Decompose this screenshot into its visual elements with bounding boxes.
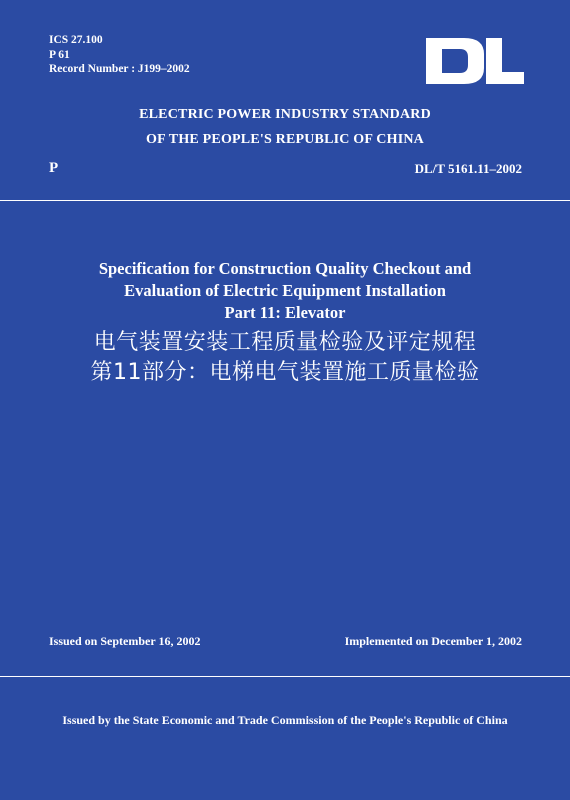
title-cn-line-1: 电气装置安装工程质量检验及评定规程 (93, 330, 477, 355)
issuing-organization (0, 102, 570, 152)
title-en-line-2: Evaluation of Electric Equipment Installation (124, 281, 446, 300)
header-meta (49, 33, 190, 77)
p-code: P 61 (49, 48, 70, 61)
title-en-line-3: Part 11: Elevator (224, 303, 346, 322)
category-code: P (49, 160, 59, 176)
issuing-authority: Issued by the State Economic and Trade Commission of the People's Republic of China (62, 713, 508, 727)
bottom-divider (0, 676, 570, 677)
organization-line-2: OF THE PEOPLE'S REPUBLIC OF CHINA (146, 132, 424, 147)
top-divider (0, 200, 570, 201)
implemented-date: Implemented on December 1, 2002 (344, 634, 522, 648)
dl-logo (424, 38, 524, 84)
organization-line-1: ELECTRIC POWER INDUSTRY STANDARD (139, 107, 431, 122)
standard-number: DL/T 5161.11–2002 (414, 161, 522, 176)
ics-code: ICS 27.100 (49, 34, 103, 46)
title-en-line-1: Specification for Construction Quality Checkout and (98, 259, 472, 278)
document-title (0, 258, 570, 388)
issued-date: Issued on September 16, 2002 (49, 634, 201, 648)
record-number: Record Number : J199–2002 (49, 63, 190, 75)
title-cn-line-2: 第11部分：电梯电气装置施工质量检验 (90, 360, 480, 385)
